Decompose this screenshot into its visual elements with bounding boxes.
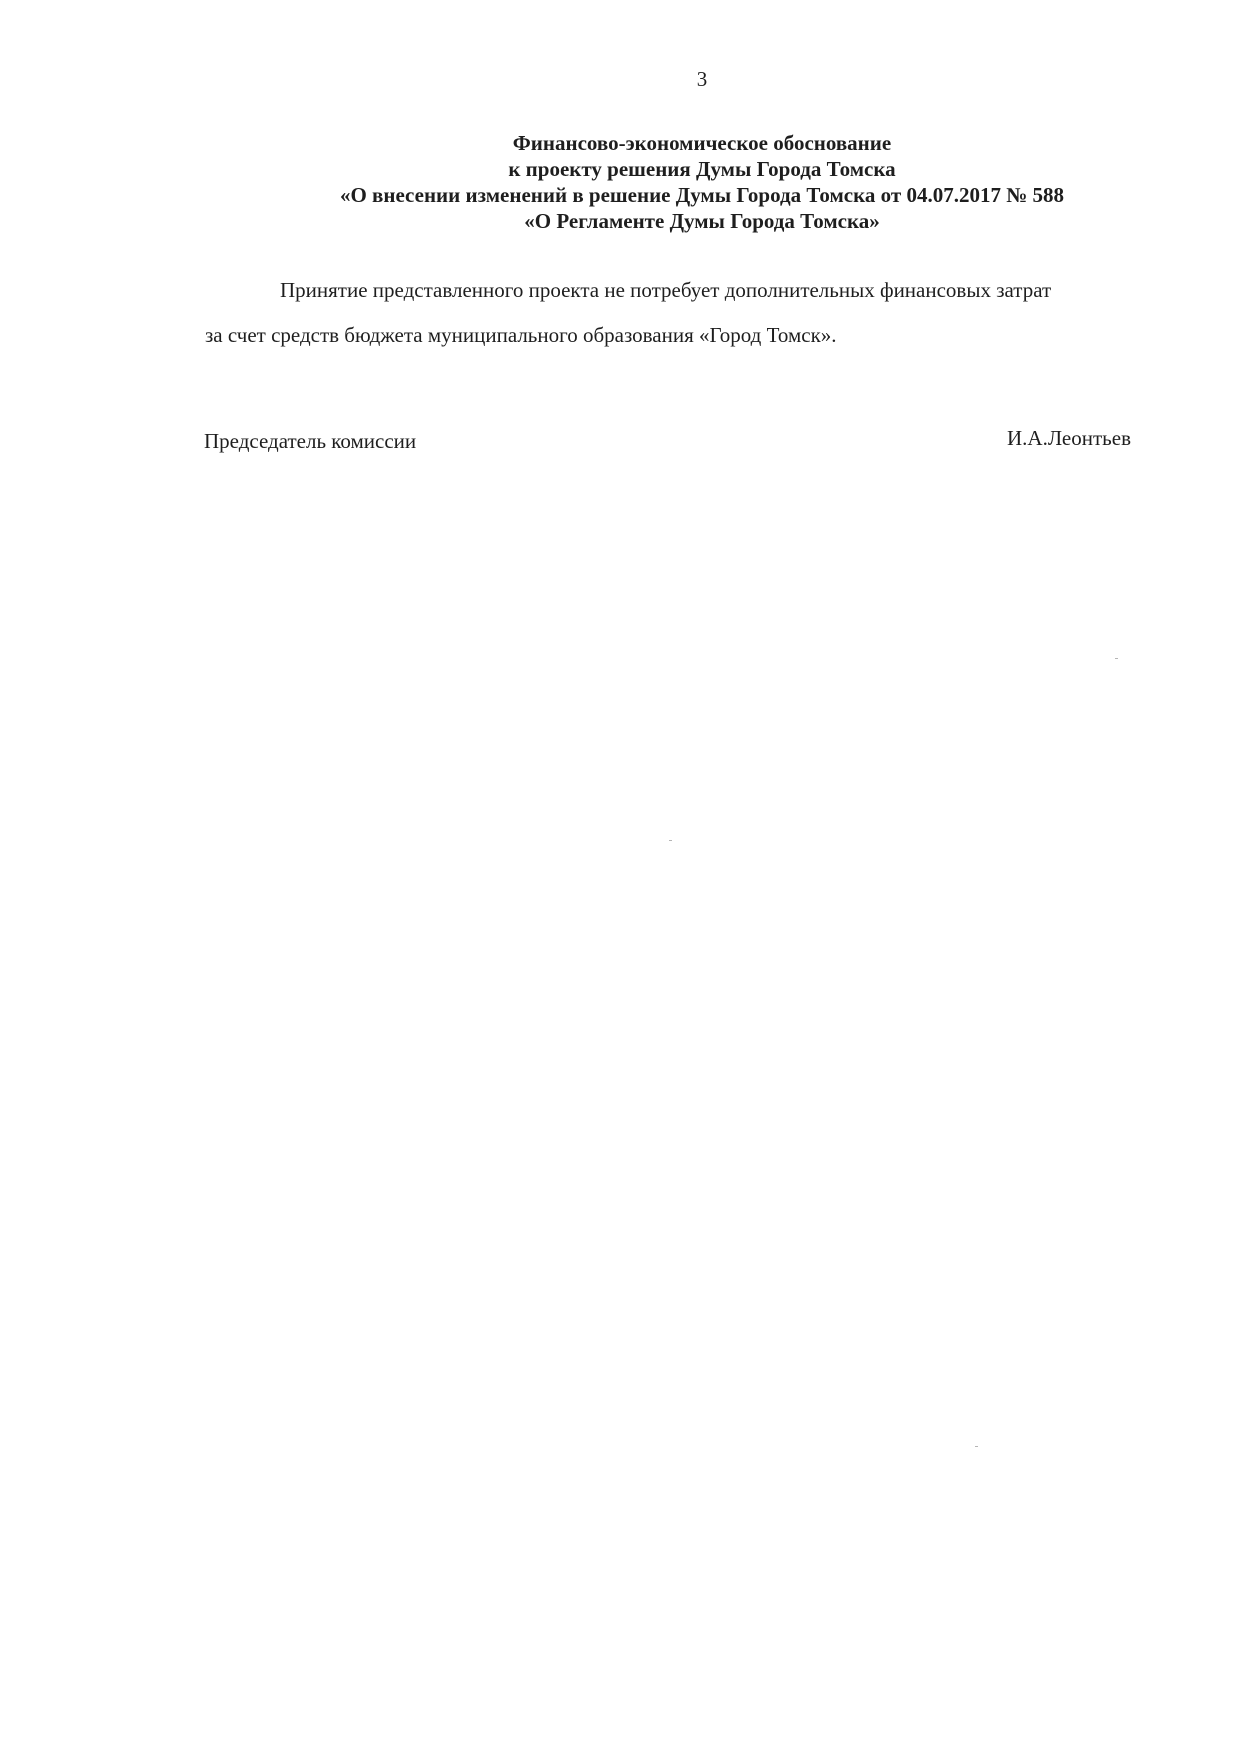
title-line-2: к проекту решения Думы Города Томска [508,157,896,181]
page-number: 3 [696,67,708,91]
signature-role: Председатель комиссии [204,429,417,453]
title-line-4: «О Регламенте Думы Города Томска» [524,209,880,233]
title-line-3: «О внесении изменений в решение Думы Города Томска от 04.07.2017 № 588 [339,183,1065,207]
body-line-1: Принятие представленного проекта не потребует дополнительных финансовых затрат [280,278,1052,302]
title-line-1: Финансово-экономическое обоснование [512,131,892,155]
scan-speck [975,1446,978,1447]
signature-name: И.А.Леонтьев [1007,426,1131,450]
scan-speck [1115,658,1118,659]
body-paragraph [205,268,1205,358]
body-line-2: за счет средств бюджета муниципального образования «Город Томск». [205,323,837,347]
document-title [0,130,1240,234]
scan-speck [669,840,672,841]
